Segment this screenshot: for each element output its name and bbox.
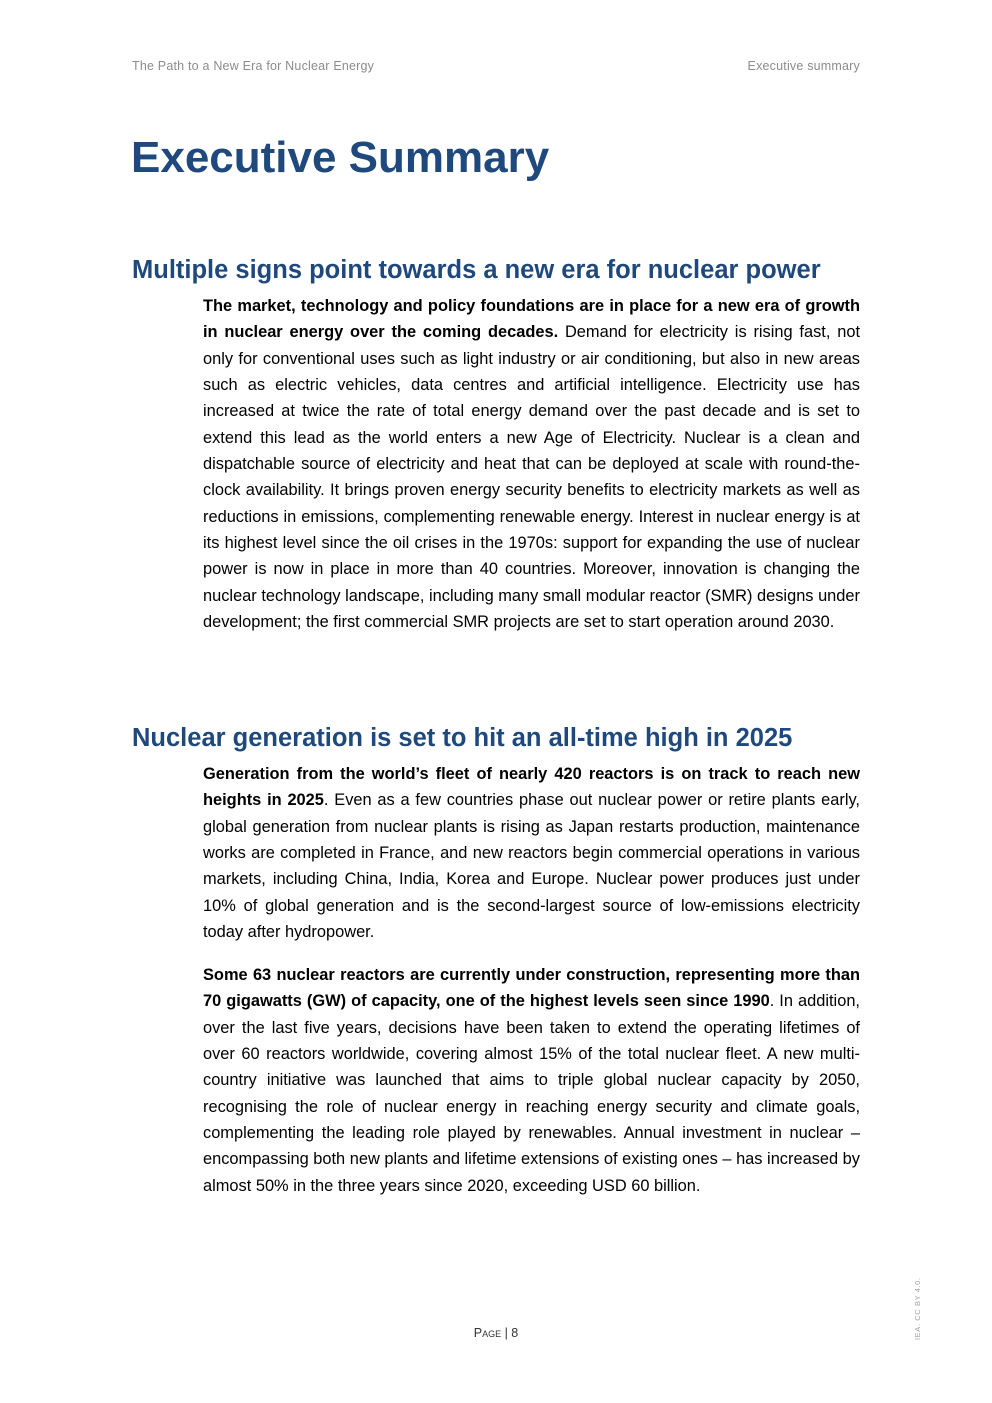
page-footer bbox=[0, 1326, 992, 1340]
page-label: Page bbox=[473, 1326, 502, 1340]
page-title: Executive Summary bbox=[131, 133, 550, 182]
paragraph-body: Demand for electricity is rising fast, not only for conventional uses such as light industry or air conditioning, but also in new areas such as electric vehicles, data centres and artificial intelligence. Electricity use has increased at twice the rate of total energy demand over the past decade and is set to extend this lead as the world enters a new Age of Electricity. Nuclear is a clean and dispatchable source of electricity and heat that can be deployed at scale with round-the-clock availability. It brings proven energy security benefits to electricity markets as well as reductions in emissions, complementing renewable energy. Interest in nuclear energy is at its highest level since the oil crises in the 1970s: support for expanding the use of nuclear power is now in place in more than 40 countries. Moreover, innovation is changing the nuclear technology landscape, including many small modular reactor (SMR) designs under development; the first commercial SMR projects are set to start operation around 2030. bbox=[203, 323, 861, 632]
paragraph-new-era bbox=[203, 293, 860, 635]
running-header bbox=[132, 59, 860, 73]
paragraph-body: . Even as a few countries phase out nuclear power or retire plants early, global generation from nuclear plants is rising as Japan restarts production, maintenance works are completed in France, and new reactors begin commercial operations in various markets, including China, India, Korea and Europe. Nuclear power produces just under 10% of global generation and is the second-largest source of low-emissions electricity today after hydropower. bbox=[203, 791, 860, 942]
paragraph-lead: The market, technology and policy foundations are in place for a new era of growth in nuclear energy over the coming decades. bbox=[203, 297, 860, 342]
paragraph-lead: Some 63 nuclear reactors are currently under construction, representing more than 70 gigawatts (GW) of capacity, one of the highest levels seen since 1990 bbox=[203, 966, 860, 1011]
header-chapter: Executive summary bbox=[747, 59, 860, 73]
paragraph-body: . In addition, over the last five years, decisions have been taken to extend the operating lifetimes of over 60 reactors worldwide, covering almost 15% of the total nuclear fleet. A new multi-country initiative was launched that aims to triple global nuclear capacity by 2050, recognising the role of nuclear energy in reaching energy security and climate goals, complementing the leading role played by renewables. Annual investment in nuclear – encompassing both new plants and lifetime extensions of existing ones – has increased by almost 50% in the three years since 2020, exceeding USD 60 billion. bbox=[203, 992, 860, 1195]
paragraph-construction bbox=[203, 962, 860, 1199]
page-number: 8 bbox=[511, 1326, 519, 1340]
license-notice bbox=[913, 1277, 927, 1340]
header-report-title: The Path to a New Era for Nuclear Energy bbox=[132, 59, 375, 73]
section-heading-new-era: Multiple signs point towards a new era for nuclear power bbox=[132, 256, 821, 284]
page-separator: | bbox=[504, 1326, 508, 1340]
license-text: IEA. CC BY 4.0. bbox=[913, 1277, 922, 1340]
paragraph-lead: Generation from the world’s fleet of nearly 420 reactors is on track to reach new heights in 2025 bbox=[203, 765, 860, 810]
section-heading-all-time-high: Nuclear generation is set to hit an all-time high in 2025 bbox=[132, 724, 793, 752]
paragraph-generation bbox=[203, 761, 860, 945]
